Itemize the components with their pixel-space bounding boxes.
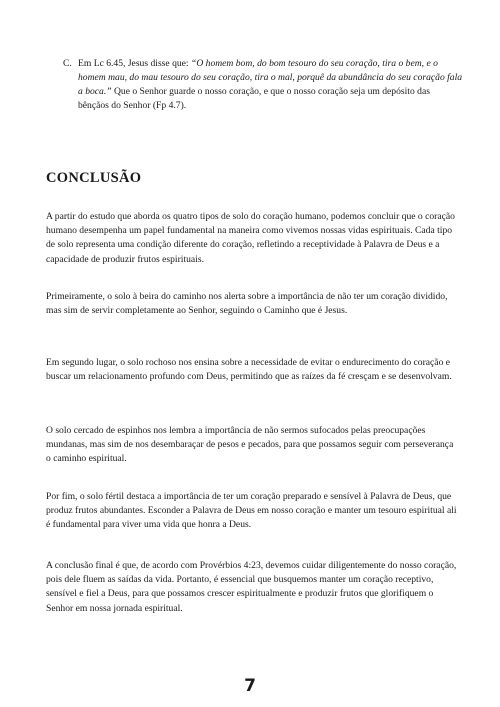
paragraph: Primeiramente, o solo à beira do caminho nos alerta sobre a importância de não ter um coração dividido, mas sim de servir completamente ao Senhor, seguindo o Caminho que é Jesus. — [46, 291, 448, 317]
paragraph: O solo cercado de espinhos nos lembra a importância de não sermos sufocados pelas preocupações mundanas, mas sim de nos desembaraçar de pesos e pecados, para que possamos seguir com perseverança o caminho espiritual. — [46, 425, 454, 465]
item-rest: Que o Senhor guarde o nosso coração, e que o nosso coração seja um depósito das bênçãos do Senhor (Fp 4.7). — [78, 86, 430, 111]
page-number: 7 — [244, 676, 256, 696]
bible-quote: “O homem bom, do bom tesouro do seu coração, tira o bem, e o homem mau, do mau tesouro do seu coração, tira o mal, porquê da abundância do seu coração fala a boca.” — [78, 58, 463, 97]
section-heading: CONCLUSÃO — [46, 170, 142, 186]
paragraph: A partir do estudo que aborda os quatro tipos de solo do coração humano, podemos concluir que o coração humano desempenha um papel fundamental na maneira como vivemos nossas vidas espirituais. Cada tipo de solo representa uma condição diferente do coração, refletindo a receptividade à Palavra de Deus e a capacidade de produzir frutos espirituais. — [46, 211, 455, 265]
item-intro: Em Lc 6.45, Jesus disse que: — [78, 58, 191, 69]
paragraph: Em segundo lugar, o solo rochoso nos ensina sobre a necessidade de evitar o endurecimento do coração e buscar um relacionamento profundo com Deus, permitindo que as raízes da fé cresçam e se desenvolvam. — [46, 357, 452, 383]
paragraph: A conclusão final é que, de acordo com Provérbios 4:23, devemos cuidar diligentemente do nosso coração, pois dele fluem as saídas da vida. Portanto, é essencial que busquemos manter um coração receptivo, sensível e fiel a Deus, para que possamos crescer espiritualmente e produzir frutos que glorifiquem o Senhor em nossa jornada espiritual. — [46, 560, 457, 614]
list-item-text — [78, 57, 463, 113]
list-item-c — [63, 57, 463, 113]
list-marker: C. — [63, 58, 72, 69]
paragraph: Por fim, o solo fértil destaca a importância de ter um coração preparado e sensível à Palavra de Deus, que produz frutos abundantes. Esconder a Palavra de Deus em nosso coração e manter um tesouro espiritual ali é fundamental para viver uma vida que honra a Deus. — [46, 491, 457, 531]
